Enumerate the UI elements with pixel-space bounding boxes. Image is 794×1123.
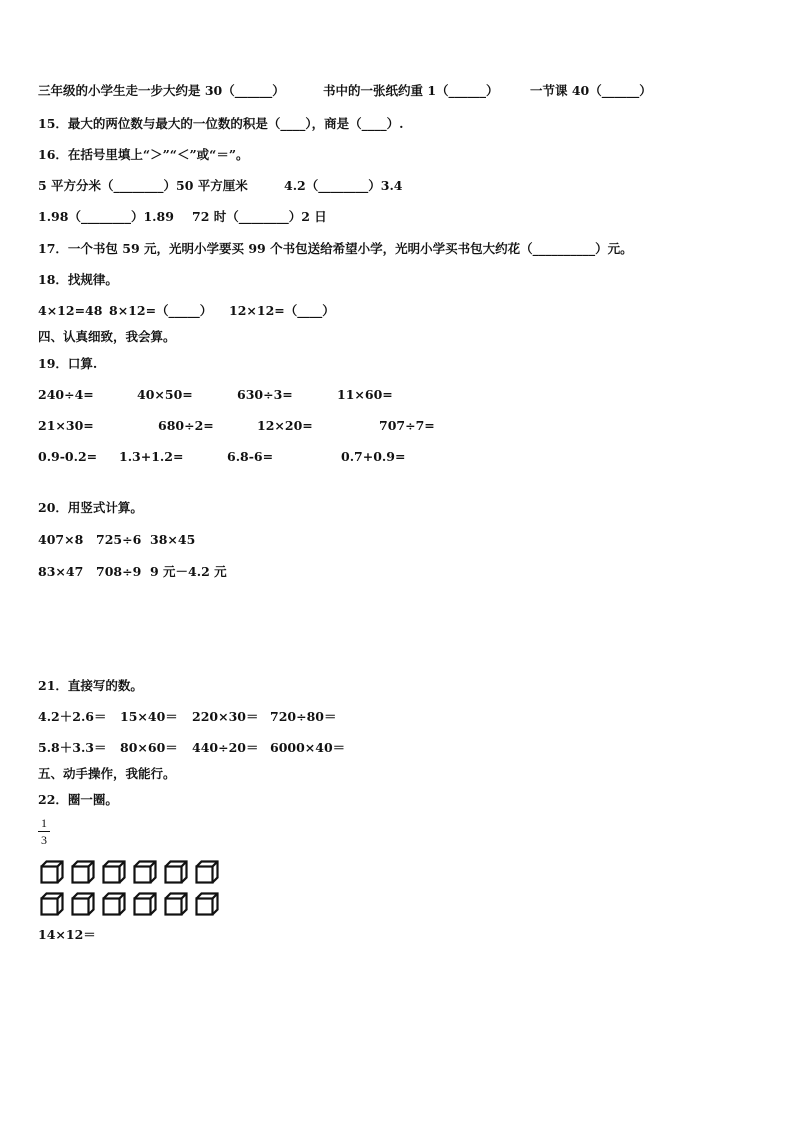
- cube-icon: [40, 892, 64, 916]
- question-15: 15．最大的两位数与最大的一位数的积是（____），商是（____）.: [38, 116, 404, 131]
- direct-calc-item: 720÷80＝: [270, 709, 337, 724]
- fraction-denominator: 3: [41, 833, 47, 847]
- mental-calc-item: 1.3+1.2=: [119, 449, 184, 464]
- direct-calc-item: 80×60＝: [120, 740, 178, 755]
- mental-calc-item: 0.7+0.9=: [341, 449, 406, 464]
- question-19-title: 19．口算.: [38, 356, 98, 371]
- mental-calc-item: 6.8-6=: [227, 449, 274, 464]
- vertical-calc-item: 9 元－4.2 元: [150, 564, 227, 579]
- mental-calc-item: 40×50=: [137, 387, 193, 402]
- mental-calc-item: 21×30=: [38, 418, 94, 433]
- mental-calc-item: 240÷4=: [38, 387, 94, 402]
- question-18-item-2: 8×12=（_____）: [109, 303, 213, 318]
- cube-icon: [102, 860, 126, 884]
- question-16-item-3: 1.98（________）1.89: [38, 209, 174, 224]
- vertical-calc-item: 407×8: [38, 532, 84, 547]
- vertical-calc-item: 38×45: [150, 532, 196, 547]
- question-18-title: 18．找规律。: [38, 272, 118, 287]
- cube-icon: [71, 860, 95, 884]
- mental-calc-item: 707÷7=: [379, 418, 435, 433]
- cube-icon: [133, 892, 157, 916]
- question-16-title: 16．在括号里填上“＞”“＜”或“＝”。: [38, 147, 249, 162]
- direct-calc-item: 15×40＝: [120, 709, 178, 724]
- direct-calc-item: 440÷20＝: [192, 740, 259, 755]
- question-18-item-3: 12×12=（____）: [229, 303, 335, 318]
- question-17: 17．一个书包 59 元，光明小学要买 99 个书包送给希望小学，光明小学买书包大约花（__________）元。: [38, 241, 633, 256]
- mental-calc-item: 0.9-0.2=: [38, 449, 98, 464]
- cube-icon: [102, 892, 126, 916]
- fraction-one-third: [38, 816, 50, 847]
- cube-icon: [195, 860, 219, 884]
- direct-calc-item: 220×30＝: [192, 709, 259, 724]
- q14-tail-paper: 书中的一张纸约重 1（______）: [323, 83, 499, 98]
- cube-icon: [40, 860, 64, 884]
- vertical-calc-item: 83×47: [38, 564, 84, 579]
- fraction-numerator: 1: [41, 816, 47, 830]
- question-20-title: 20．用竖式计算。: [38, 500, 143, 515]
- mental-calc-item: 680÷2=: [158, 418, 214, 433]
- cube-icon: [71, 892, 95, 916]
- q14-tail-step: 三年级的小学生走一步大约是 30（______）: [38, 83, 285, 98]
- question-22-caption: 14×12＝: [38, 927, 96, 942]
- question-21-title: 21．直接写的数。: [38, 678, 143, 693]
- question-16-item-1: 5 平方分米（________）50 平方厘米: [38, 178, 248, 193]
- direct-calc-item: 6000×40＝: [270, 740, 346, 755]
- section-4-heading: 四、认真细致，我会算。: [38, 329, 176, 344]
- question-18-item-1: 4×12=48: [38, 303, 103, 318]
- direct-calc-item: 4.2＋2.6＝: [38, 709, 107, 724]
- mental-calc-item: 630÷3=: [237, 387, 293, 402]
- cube-icon: [133, 860, 157, 884]
- cube-icon: [195, 892, 219, 916]
- vertical-calc-item: 708÷9: [96, 564, 142, 579]
- vertical-calc-item: 725÷6: [96, 532, 142, 547]
- mental-calc-item: 12×20=: [257, 418, 313, 433]
- cube-icon: [164, 892, 188, 916]
- question-22-title: 22．圈一圈。: [38, 792, 118, 807]
- mental-calc-item: 11×60=: [337, 387, 393, 402]
- fraction-bar: [38, 831, 50, 832]
- section-5-heading: 五、动手操作，我能行。: [38, 766, 176, 781]
- cube-icon: [164, 860, 188, 884]
- q14-tail-class: 一节课 40（______）: [530, 83, 652, 98]
- question-16-item-4: 72 时（________）2 日: [192, 209, 327, 224]
- question-16-item-2: 4.2（________）3.4: [284, 178, 403, 193]
- direct-calc-item: 5.8＋3.3＝: [38, 740, 107, 755]
